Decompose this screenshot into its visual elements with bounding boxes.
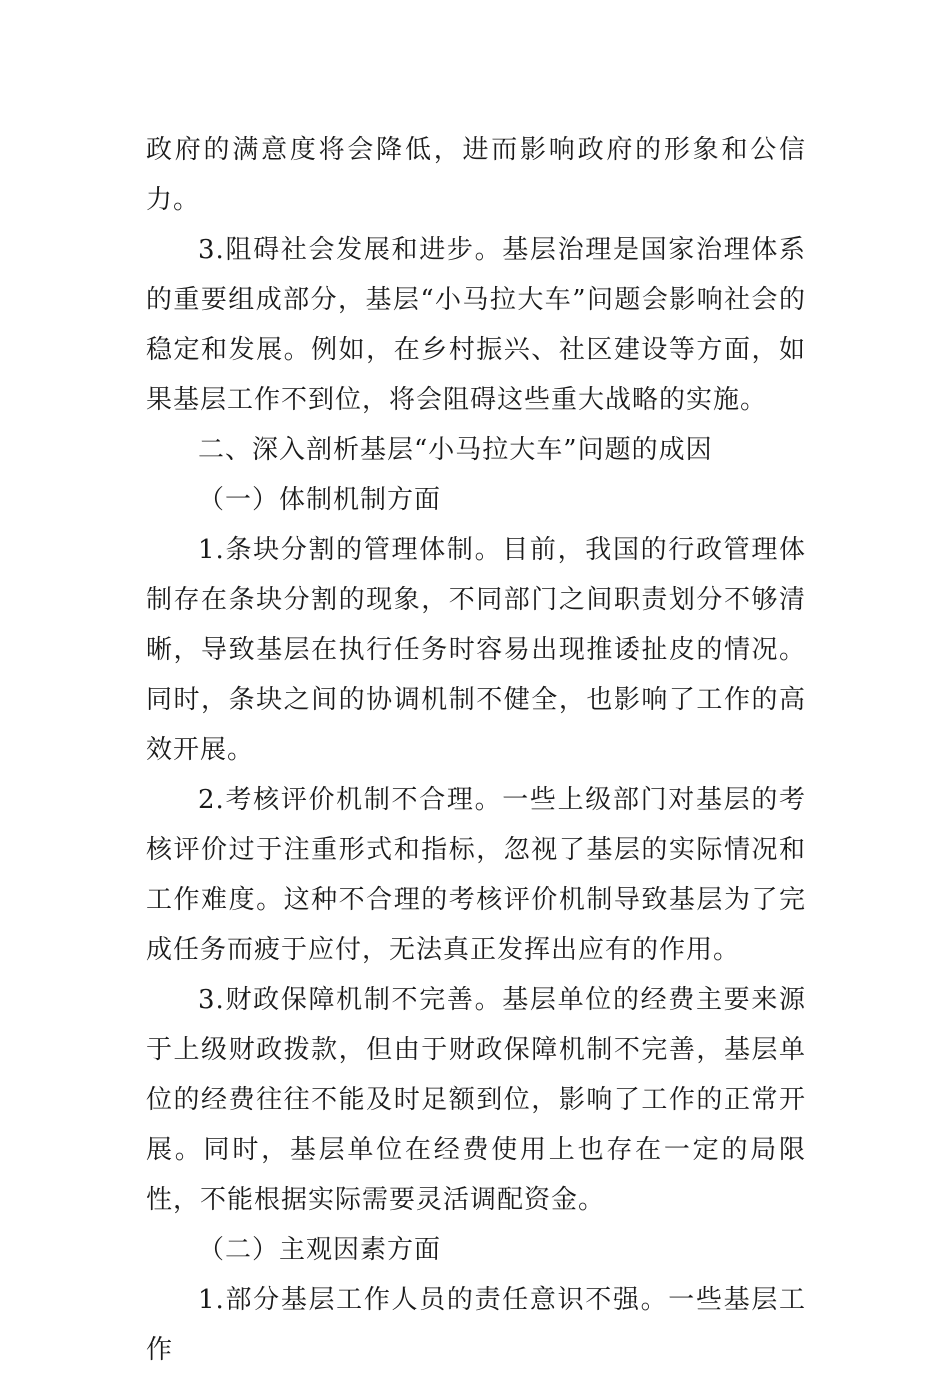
paragraph-point-1-responsibility: 1.部分基层工作人员的责任意识不强。一些基层工作 — [146, 1285, 806, 1365]
document-page — [146, 125, 806, 1375]
paragraph-point-3-social-development: 3.阻碍社会发展和进步。基层治理是国家治理体系的重要组成部分，基层“小马拉大车”问题会影响社会的稳定和发展。例如，在乡村振兴、社区建设等方面，如果基层工作不到位，将会阻碍这些重大战略的实施。 — [146, 235, 806, 415]
paragraph-point-1-management-system: 1.条块分割的管理体制。目前，我国的行政管理体制存在条块分割的现象，不同部门之间职责划分不够清晰，导致基层在执行任务时容易出现推诿扯皮的情况。同时，条块之间的协调机制不健全，也影响了工作的高效开展。 — [146, 535, 806, 765]
paragraph-point-3-finance: 3.财政保障机制不完善。基层单位的经费主要来源于上级财政拨款，但由于财政保障机制不完善，基层单位的经费往往不能及时足额到位，影响了工作的正常开展。同时，基层单位在经费使用上也存在一定的局限性，不能根据实际需要灵活调配资金。 — [146, 985, 806, 1215]
subsection-heading-institutional: （一）体制机制方面 — [198, 485, 442, 515]
subsection-heading-subjective: （二）主观因素方面 — [198, 1235, 442, 1265]
paragraph-point-2-evaluation: 2.考核评价机制不合理。一些上级部门对基层的考核评价过于注重形式和指标，忽视了基层的实际情况和工作难度。这种不合理的考核评价机制导致基层为了完成任务而疲于应付，无法真正发挥出应有的作用。 — [146, 785, 806, 965]
section-heading-causes: 二、深入剖析基层“小马拉大车”问题的成因 — [198, 435, 713, 465]
paragraph-continuation: 政府的满意度将会降低，进而影响政府的形象和公信力。 — [146, 135, 806, 215]
